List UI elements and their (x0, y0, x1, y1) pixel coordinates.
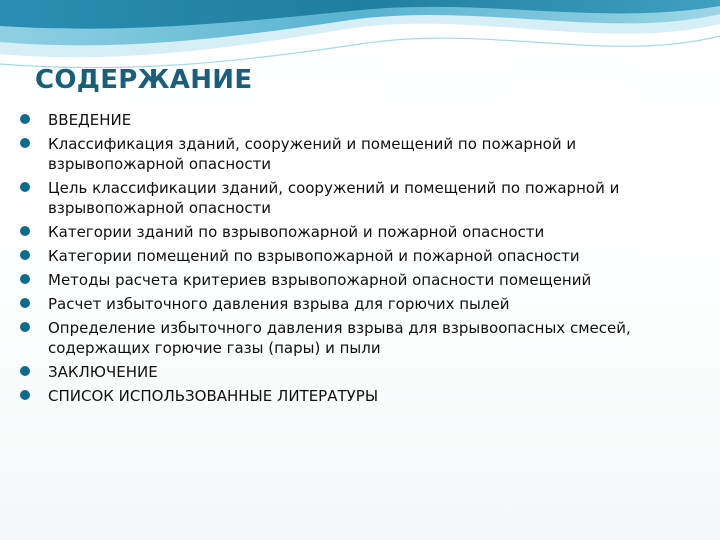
list-item (20, 246, 690, 266)
list-item (20, 178, 690, 218)
list-item (20, 270, 690, 290)
bullet-icon (20, 322, 30, 332)
list-item-text: ЗАКЛЮЧЕНИЕ (48, 363, 158, 381)
list-item (20, 294, 690, 314)
bullet-icon (20, 138, 30, 148)
list-item (20, 134, 690, 174)
list-item (20, 222, 690, 242)
contents-list (20, 110, 690, 410)
list-item (20, 362, 690, 382)
page-title: СОДЕРЖАНИЕ (35, 65, 253, 95)
list-item-text: Классификация зданий, сооружений и помещений по пожарной и взрывопожарной опасности (48, 135, 577, 173)
list-item-text: Категории зданий по взрывопожарной и пожарной опасности (48, 223, 545, 241)
bullet-icon (20, 114, 30, 124)
list-item-text: ВВЕДЕНИЕ (48, 111, 132, 129)
bullet-icon (20, 182, 30, 192)
list-item (20, 386, 690, 406)
list-item-text: Методы расчета критериев взрывопожарной опасности помещений (48, 271, 592, 289)
bullet-icon (20, 226, 30, 236)
bullet-icon (20, 366, 30, 376)
bullet-icon (20, 298, 30, 308)
list-item-text: Определение избыточного давления взрыва для взрывоопасных смесей, содержащих горючие газы (пары) и пыли (48, 319, 631, 357)
bullet-icon (20, 390, 30, 400)
list-item (20, 318, 690, 358)
bullet-icon (20, 274, 30, 284)
list-item-text: Расчет избыточного давления взрыва для горючих пылей (48, 295, 510, 313)
bullet-icon (20, 250, 30, 260)
list-item-text: Категории помещений по взрывопожарной и пожарной опасности (48, 247, 580, 265)
list-item (20, 110, 690, 130)
list-item-text: Цель классификации зданий, сооружений и помещений по пожарной и взрывопожарной опасности (48, 179, 620, 217)
list-item-text: СПИСОК ИСПОЛЬЗОВАННЫЕ ЛИТЕРАТУРЫ (48, 387, 379, 405)
